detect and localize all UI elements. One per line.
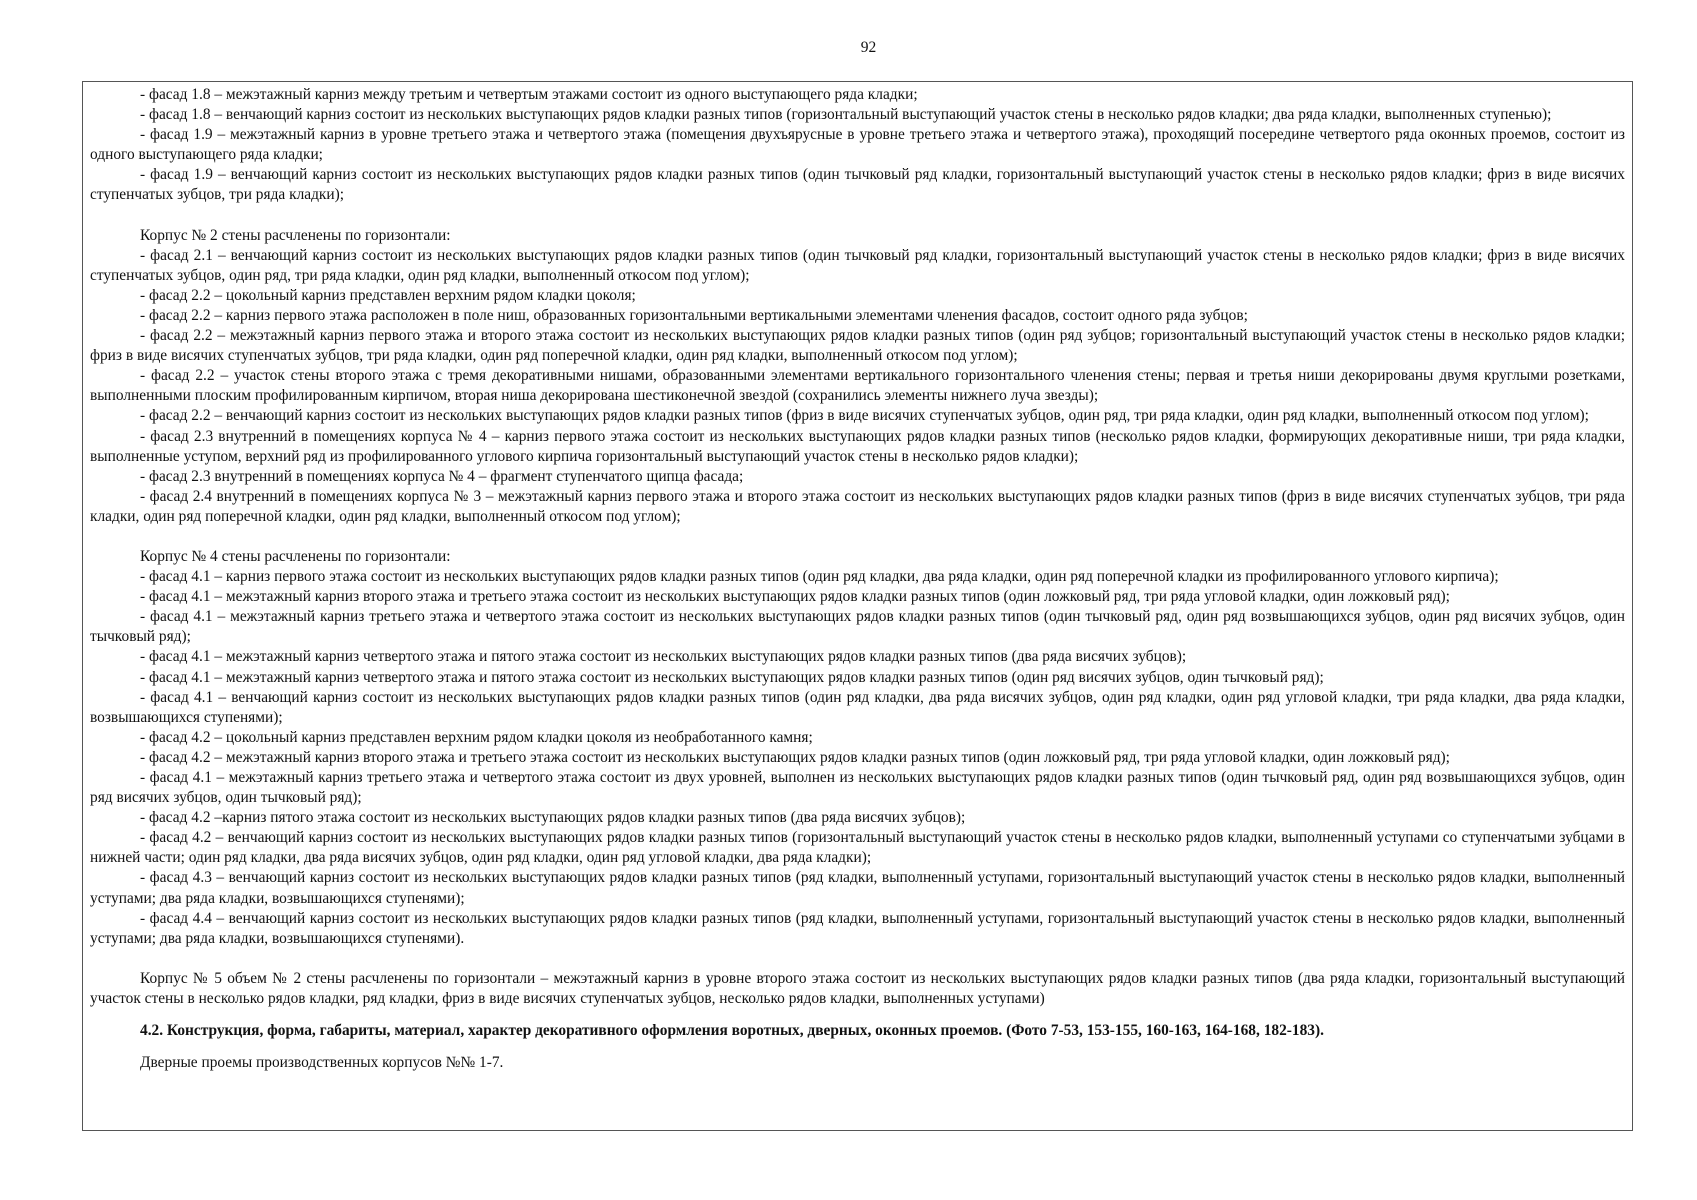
paragraph: - фасад 4.2 – цокольный карниз представлен верхним рядом кладки цоколя из необработанного камня; — [140, 728, 813, 746]
paragraph: Корпус № 2 стены расчленены по горизонтали: — [140, 226, 451, 244]
paragraph: - фасад 4.2 – межэтажный карниз второго этажа и третьего этажа состоит из нескольких выступающих рядов кладки разных типов (один ложковый ряд, три ряда угловой кладки, один ложковый ряд); — [140, 748, 1450, 766]
paragraph: - фасад 4.1 – венчающий карниз состоит из нескольких выступающих рядов кладки разных типов (один ряд кладки, два ряда висячих зубцов, один ряд кладки, один ряд угловой кладки, три ряда кладки, два ряда кладки, возвышающихся ступенями); — [90, 688, 1625, 726]
paragraph: - фасад 2.2 – цокольный карниз представлен верхним рядом кладки цоколя; — [140, 286, 636, 304]
paragraph: - фасад 2.4 внутренний в помещениях корпуса № 3 – межэтажный карниз первого этажа и второго этажа состоит из нескольких выступающих рядов кладки разных типов (фриз в виде висячих ступенчатых зубцов, три ряда кладки, один ряд поперечной кладки, один ряд кладки, выполненный откосом под углом); — [90, 487, 1625, 525]
paragraph: Дверные проемы производственных корпусов №№ 1-7. — [140, 1054, 504, 1072]
paragraph-spacer — [90, 1041, 1625, 1053]
paragraph: - фасад 4.1 – карниз первого этажа состоит из нескольких выступающих рядов кладки разных типов (один ряд кладки, два ряда кладки, один ряд поперечной кладки из профилированного углового кирпича); — [140, 568, 1499, 586]
paragraph: - фасад 4.1 – межэтажный карниз четвертого этажа и пятого этажа состоит из нескольких выступающих рядов кладки разных типов (два ряда висячих зубцов); — [140, 648, 1187, 666]
paragraph: - фасад 2.2 – межэтажный карниз первого этажа и второго этажа состоит из нескольких выступающих рядов кладки разных типов (один ряд зубцов; горизонтальный выступающий участок стены в несколько рядов кладки; фриз в виде висячих ступенчатых зубцов, три ряда кладки, один ряд поперечной кладки, один ряд кладки, выполненный откосом под углом); — [90, 327, 1625, 365]
paragraph: - фасад 2.3 внутренний в помещениях корпуса № 4 – фрагмент ступенчатого щипца фасада; — [140, 467, 744, 485]
paragraph: - фасад 2.1 – венчающий карниз состоит из нескольких выступающих рядов кладки разных типов (один тычковый ряд кладки, горизонтальный выступающий участок стены в несколько рядов кладки; фриз в виде висячих ступенчатых зубцов, один ряд, три ряда кладки, один ряд кладки, выполненный откосом под углом); — [90, 246, 1625, 284]
paragraph-spacer — [90, 1009, 1625, 1021]
paragraph: - фасад 2.3 внутренний в помещениях корпуса № 4 – карниз первого этажа состоит из нескольких выступающих рядов кладки разных типов (несколько рядов кладки, формирующих декоративные ниши, три ряда кладки, выполненные уступом, верхний ряд из профилированного углового кирпича горизонтальный выступающий участок стены в несколько рядов кладки); — [90, 427, 1625, 465]
paragraph: - фасад 4.1 – межэтажный карниз второго этажа и третьего этажа состоит из нескольких выступающих рядов кладки разных типов (один ложковый ряд, три ряда угловой кладки, один ложковый ряд); — [140, 588, 1450, 606]
paragraph: - фасад 4.1 – межэтажный карниз третьего этажа и четвертого этажа состоит из нескольких выступающих рядов кладки разных типов (один тычковый ряд, один ряд возвышающихся зубцов, один ряд висячих зубцов, один тычковый ряд); — [90, 608, 1625, 646]
paragraph: Корпус № 5 объем № 2 стены расчленены по горизонтали – межэтажный карниз в уровне второго этажа состоит из нескольких выступающих рядов кладки разных типов (два ряда кладки, горизонтальный выступающий участок стены в несколько рядов кладки, ряд кладки, фриз в виде висячих ступенчатых зубцов, несколько рядов кладки, выполненных уступами) — [90, 969, 1625, 1007]
paragraph: - фасад 1.9 – межэтажный карниз в уровне третьего этажа и четвертого этажа (помещения двухъярусные в уровне третьего этажа и четвертого этажа), проходящий посередине четвертого ряда оконных проемов, состоит из одного выступающего ряда кладки; — [90, 126, 1625, 164]
paragraph: - фасад 2.2 – участок стены второго этажа с тремя декоративными нишами, образованными элементами вертикального горизонтального членения стены; первая и третья ниши декорированы двумя круглыми розетками, выполненными плоским профилированным кирпичом, вторая ниша декорирована шестиконечной звездой (сохранились элементы нижнего луча звезды); — [90, 367, 1625, 405]
paragraph: Корпус № 4 стены расчленены по горизонтали: — [140, 547, 451, 565]
paragraph: - фасад 4.4 – венчающий карниз состоит из нескольких выступающих рядов кладки разных типов (ряд кладки, выполненный уступами, горизонтальный выступающий участок стены в несколько рядов кладки, выполненный уступами; два ряда кладки, возвышающихся ступенями). — [90, 909, 1625, 947]
paragraph: - фасад 4.3 – венчающий карниз состоит из нескольких выступающих рядов кладки разных типов (ряд кладки, выполненный уступами, горизонтальный выступающий участок стены в несколько рядов кладки, выполненный уступами; два ряда кладки, возвышающихся ступенями); — [90, 869, 1625, 907]
paragraph-spacer — [90, 527, 1625, 547]
paragraph: - фасад 4.2 – венчающий карниз состоит из нескольких выступающих рядов кладки разных типов (горизонтальный выступающий участок стены в несколько рядов кладки, выполненный уступами со ступенчатыми зубцами в нижней части; один ряд кладки, два ряда висячих зубцов, один ряд кладки, один ряд угловой кладки, два ряда кладки); — [90, 829, 1625, 867]
paragraph: - фасад 2.2 – карниз первого этажа расположен в поле ниш, образованных горизонтальными вертикальными элементами членения фасадов, состоит одного ряда зубцов; — [140, 306, 1248, 324]
paragraph: - фасад 1.9 – венчающий карниз состоит из нескольких выступающих рядов кладки разных типов (один тычковый ряд кладки, горизонтальный выступающий участок стены в несколько рядов кладки; фриз в виде висячих ступенчатых зубцов, три ряда кладки); — [90, 166, 1625, 204]
paragraph: - фасад 4.2 –карниз пятого этажа состоит из нескольких выступающих рядов кладки разных типов (два ряда висячих зубцов); — [140, 809, 966, 827]
paragraph-spacer — [90, 206, 1625, 226]
paragraph-spacer — [90, 949, 1625, 969]
paragraph: - фасад 1.8 – венчающий карниз состоит из нескольких выступающих рядов кладки разных типов (горизонтальный выступающий участок стены в несколько рядов кладки; два ряда кладки, выполненных ступенью); — [140, 106, 1552, 124]
text-frame — [82, 81, 1633, 1131]
paragraph: - фасад 4.1 – межэтажный карниз третьего этажа и четвертого этажа состоит из двух уровней, выполнен из нескольких выступающих рядов кладки разных типов (один тычковый ряд, один ряд возвышающихся зубцов, один ряд висячих зубцов, один тычковый ряд); — [90, 769, 1625, 807]
paragraph: - фасад 1.8 – межэтажный карниз между третьим и четвертым этажами состоит из одного выступающего ряда кладки; — [140, 86, 918, 103]
section-heading: 4.2. Конструкция, форма, габариты, материал, характер декоративного оформления воротных, дверных, оконных проемов. (Фото 7-53, 153-155, 160-163, 164-168, 182-183). — [140, 1022, 1324, 1040]
page-number: 92 — [860, 39, 877, 56]
paragraph: - фасад 2.2 – венчающий карниз состоит из нескольких выступающих рядов кладки разных типов (фриз в виде висячих ступенчатых зубцов, один ряд, три ряда кладки, один ряд кладки, выполненный откосом под углом); — [140, 407, 1589, 425]
paragraph: - фасад 4.1 – межэтажный карниз четвертого этажа и пятого этажа состоит из нескольких выступающих рядов кладки разных типов (один ряд висячих зубцов, один тычковый ряд); — [140, 668, 1324, 686]
